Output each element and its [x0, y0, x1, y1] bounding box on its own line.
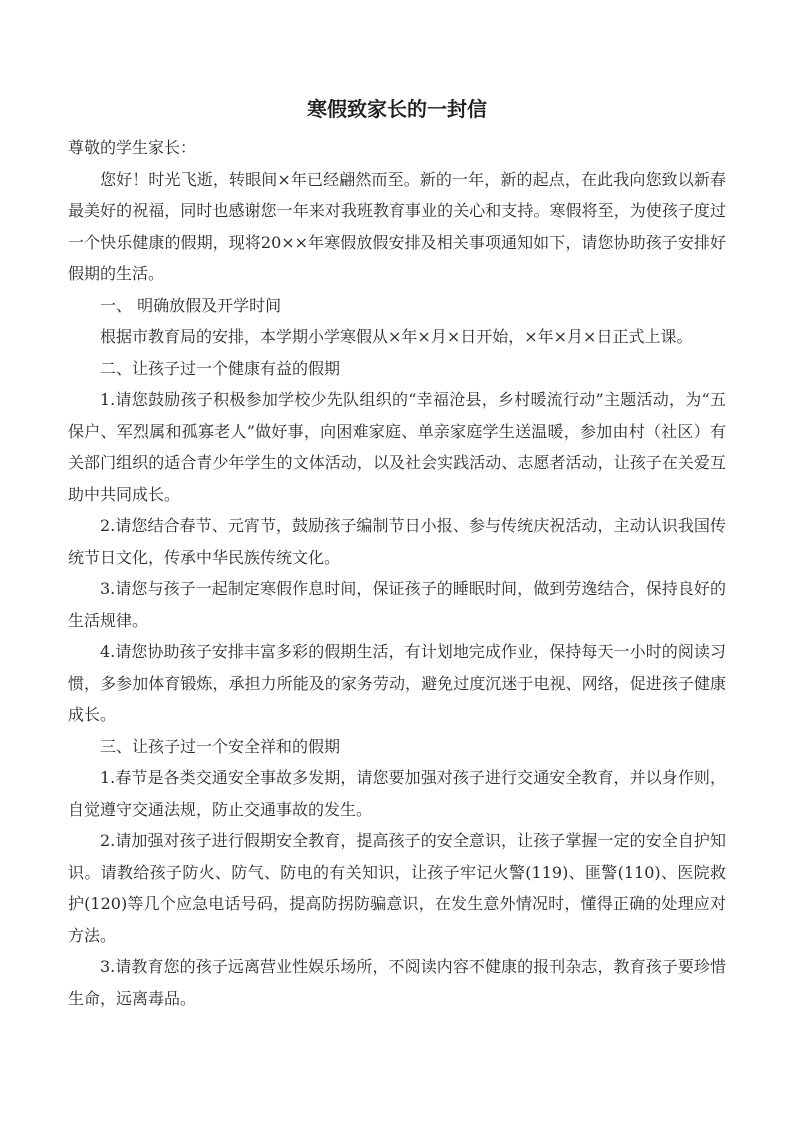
paragraph-2-item-3: 3.请您与孩子一起制定寒假作息时间，保证孩子的睡眠时间，做到劳逸结合，保持良好的生活规律。 — [68, 579, 726, 630]
paragraph-2-item-2: 2.请您结合春节、元宵节，鼓励孩子编制节日小报、参与传统庆祝活动，主动认识我国传统节日文化，传承中华民族传统文化。 — [68, 516, 726, 567]
document-title: 寒假致家长的一封信 — [307, 97, 487, 121]
document-content — [68, 94, 726, 1014]
section-heading-1: 一、 明确放假及开学时间 — [100, 295, 282, 315]
paragraph-3-item-2: 2.请加强对孩子进行假期安全教育，提高孩子的安全意识，让孩子掌握一定的安全自护知识。请教给孩子防火、防气、防电的有关知识，让孩子牢记火警(119)、匪警(110)、医院救护(120)等几个应急电话号码，提高防拐防骗意识，在发生意外情况时，懂得正确的处理应对方法。 — [68, 831, 726, 945]
paragraph-2-item-4: 4.请您协助孩子安排丰富多彩的假期生活，有计划地完成作业，保持每天一小时的阅读习惯，多参加体育锻炼，承担力所能及的家务劳动，避免过度沉迷于电视、网络，促进孩子健康成长。 — [68, 642, 726, 724]
paragraph-3-item-3: 3.请教育您的孩子远离营业性娱乐场所，不阅读内容不健康的报刊杂志，教育孩子要珍惜生命，远离毒品。 — [68, 957, 726, 1008]
paragraph-2-item-1: 1.请您鼓励孩子积极参加学校少先队组织的“幸福沧县，乡村暖流行动”主题活动，为“五保户、军烈属和孤寡老人”做好事，向困难家庭、单亲家庭学生送温暖，参加由村（社区）有关部门组织的适合青少年学生的文体活动，以及社会实践活动、志愿者活动，让孩子在关爱互助中共同成长。 — [68, 390, 726, 504]
paragraph-intro: 您好！时光飞逝，转眼间×年已经翩然而至。新的一年，新的起点，在此我向您致以新春最美好的祝福，同时也感谢您一年来对我班教育事业的关心和支持。寒假将至，为使孩子度过一个快乐健康的假期，现将20××年寒假放假安排及相关事项通知如下，请您协助孩子安排好假期的生活。 — [68, 169, 726, 283]
paragraph-schedule: 根据市教育局的安排，本学期小学寒假从×年×月×日开始，×年×月×日正式上课。 — [100, 327, 693, 346]
section-heading-2: 二、让孩子过一个健康有益的假期 — [100, 358, 341, 378]
section-heading-3: 三、让孩子过一个安全祥和的假期 — [100, 736, 341, 756]
salutation: 尊敬的学生家长： — [68, 138, 197, 157]
paragraph-3-item-1: 1.春节是各类交通安全事故多发期，请您要加强对孩子进行交通安全教育，并以身作则，自觉遵守交通法规，防止交通事故的发生。 — [68, 768, 726, 819]
